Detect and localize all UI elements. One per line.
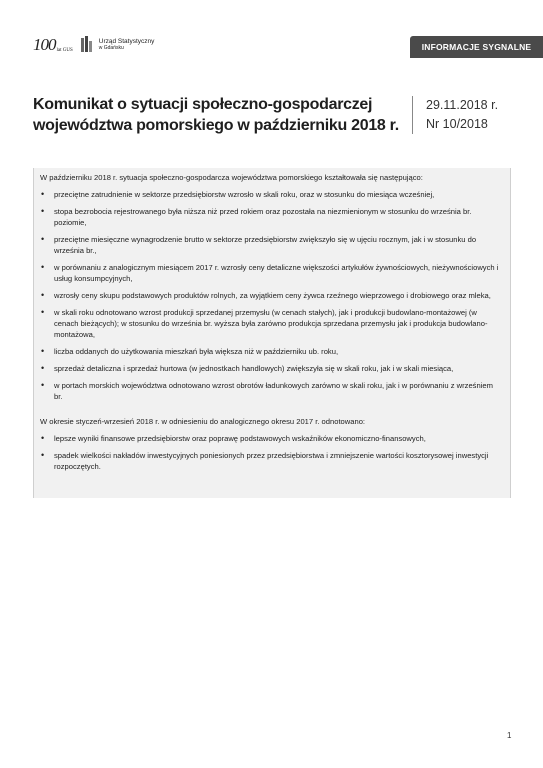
summary-list-period bbox=[40, 433, 502, 472]
anniversary-number: 100 bbox=[33, 35, 56, 54]
issue-info bbox=[426, 96, 498, 134]
section-badge: INFORMACJE SYGNALNE bbox=[410, 36, 543, 58]
summary-box bbox=[33, 168, 511, 498]
list-item: • przeciętne miesięczne wynagrodzenie brutto w sektorze przedsiębiorstw zwiększyło się w ujęciu rocznym, jak i w stosunku do września br., bbox=[40, 234, 502, 256]
page-title bbox=[33, 94, 403, 136]
list-item: • w skali roku odnotowano wzrost produkcji sprzedanej przemysłu (w cenach stałych), jak i produkcji budowlano-montażowej (w cenach bieżących); w stosunku do września br. wyższa była zarówno produkcja sprzedana przemysłu jak i produkcja budowlano-montażowa, bbox=[40, 307, 502, 340]
summary-list bbox=[40, 189, 502, 402]
org-name bbox=[99, 38, 155, 52]
issue-date: 29.11.2018 r. bbox=[426, 98, 499, 112]
issue-number: Nr 10/2018 bbox=[426, 117, 488, 131]
list-item: • w portach morskich województwa odnotowano wzrost obrotów ładunkowych zarówno w skali roku, jak i w porównaniu z wrześniem br. bbox=[40, 380, 502, 402]
gus-logo bbox=[33, 32, 154, 58]
list-item: • spadek wielkości nakładów inwestycyjnych poniesionych przez przedsiębiorstwa i zmniejszenie wartości kosztorysowej inwestycji rozpoczętych. bbox=[40, 450, 502, 472]
title-divider bbox=[412, 96, 413, 134]
list-item: • stopa bezrobocia rejestrowanego była niższa niż przed rokiem oraz pozostała na niezmienionym w stosunku do września br. poziomie, bbox=[40, 206, 502, 228]
summary-intro: W październiku 2018 r. sytuacja społeczno-gospodarcza województwa pomorskiego kształtowała się następująco: bbox=[40, 173, 423, 182]
anniversary-sub: lat GUS bbox=[56, 48, 73, 53]
org-name-line1: Urząd Statystyczny bbox=[98, 38, 155, 45]
summary-intro-period: W okresie styczeń-wrzesień 2018 r. w odniesieniu do analogicznego okresu 2017 r. odnotowano: bbox=[40, 417, 366, 426]
list-item: • wzrosły ceny skupu podstawowych produktów rolnych, za wyjątkiem ceny żywca rzeźnego wieprzowego i drobiowego oraz mleka, bbox=[40, 290, 502, 301]
title-line2: województwa pomorskiego w październiku 2018 r. bbox=[33, 117, 399, 134]
list-item: • sprzedaż detaliczna i sprzedaż hurtowa (w jednostkach handlowych) zwiększyła się w skali roku, jak i w skali miesiąca, bbox=[40, 363, 502, 374]
org-name-line2: w Gdańsku bbox=[98, 45, 124, 51]
list-item: • przeciętne zatrudnienie w sektorze przedsiębiorstw wzrosło w skali roku, oraz w stosunku do miesiąca wcześniej, bbox=[40, 189, 502, 200]
list-item: • liczba oddanych do użytkowania mieszkań była większa niż w październiku ub. roku, bbox=[40, 346, 502, 357]
page-number: 1 bbox=[507, 731, 512, 740]
title-line1: Komunikat o sytuacji społeczno-gospodarczej bbox=[33, 96, 373, 113]
anniversary-logo bbox=[33, 35, 73, 55]
list-item: • lepsze wyniki finansowe przedsiębiorstw oraz poprawę podstawowych wskaźników ekonomiczno-finansowych, bbox=[40, 433, 502, 444]
list-item: • w porównaniu z analogicznym miesiącem 2017 r. wzrosły ceny detaliczne większości artykułów żywnościowych, nieżywnościowych i usług konsumpcyjnych, bbox=[40, 262, 502, 284]
gus-emblem-icon bbox=[81, 36, 95, 54]
